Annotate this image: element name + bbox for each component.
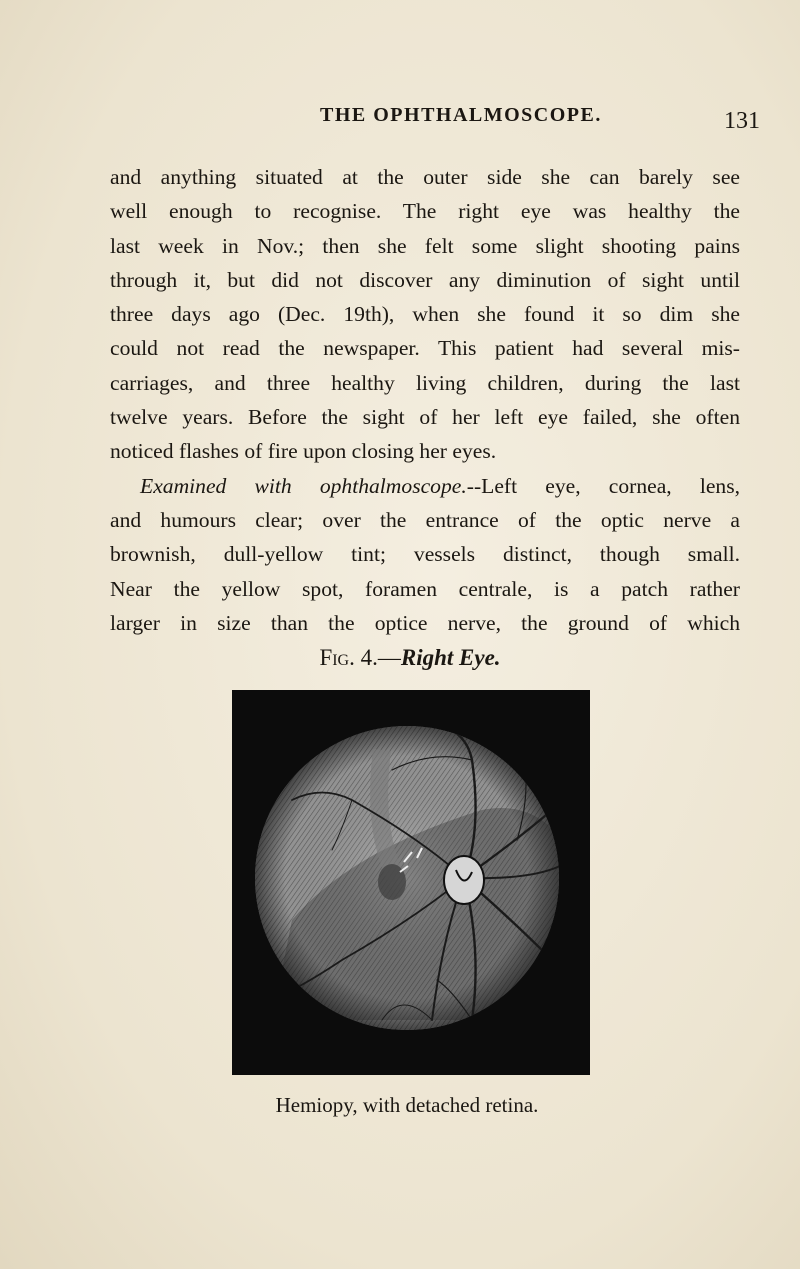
text-line: through it, but did not discover any diminution of sight until — [110, 267, 740, 292]
text-line: noticed flashes of fire upon closing her eyes. — [110, 439, 497, 464]
text-line: well enough to recognise. The right eye was healthy the — [110, 199, 740, 224]
text-line: could not read the newspaper. This patient had several mis- — [110, 336, 740, 361]
figure-title — [0, 645, 800, 671]
figure-caption: Hemiopy, with detached retina. — [275, 1093, 539, 1117]
text-line: carriages, and three healthy living children, during the last — [110, 370, 740, 395]
text-line: Near the yellow spot, foramen centrale, is a patch rather — [110, 576, 740, 601]
page-number: 131 — [724, 108, 760, 134]
text-line: larger in size than the optice nerve, the ground of which — [110, 610, 740, 635]
text-line: three days ago (Dec. 19th), when she found it so dim she — [110, 302, 740, 327]
paragraph-2 — [110, 469, 740, 640]
figure-label: Fig. 4. — [319, 645, 378, 670]
text-line: last week in Nov.; then she felt some slight shooting pains — [110, 233, 740, 258]
text-line — [110, 469, 740, 503]
fundus-engraving — [232, 690, 590, 1075]
running-title: THE OPHTHALMOSCOPE. — [320, 104, 602, 126]
examined-heading: Examined with ophthalmoscope. — [140, 473, 467, 498]
text-line: and anything situated at the outer side she can barely see — [110, 165, 740, 189]
figure-dash: — — [377, 645, 401, 670]
text-line: brownish, dull-yellow tint; vessels distinct, though small. — [110, 542, 740, 567]
text-line: and humours clear; over the entrance of the optic nerve a — [110, 507, 740, 532]
running-head — [110, 104, 760, 144]
text-run: --Left eye, cornea, lens, — [466, 473, 741, 498]
paragraph-1 — [110, 160, 740, 469]
fundus-illustration — [232, 690, 590, 1075]
figure-title-italic: Right Eye. — [400, 645, 501, 670]
text-line: twelve years. Before the sight of her left eye failed, she often — [110, 405, 740, 430]
body-text — [110, 160, 740, 640]
